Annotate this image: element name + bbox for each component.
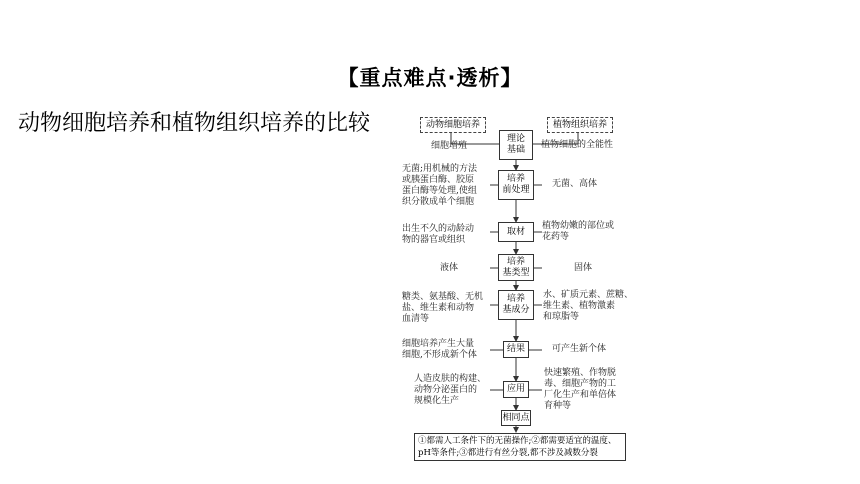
center-box-application: 应用 [503, 381, 529, 398]
left-text-pretreatment: 无菌;用机械的方法 或胰蛋白酶、胶原 蛋白酶等处理,使组 织分散成单个细胞 [402, 164, 478, 207]
same-point-box: 相同点 [501, 410, 531, 426]
center-box-medium-type: 培养 基类型 [498, 254, 534, 281]
right-text-medium-composition: 水、矿质元素、蔗糖、 维生素、植物激素 和琼脂等 [543, 290, 634, 322]
right-text-material: 植物幼嫩的部位或 花药等 [542, 221, 615, 242]
right-header-box: 植物组织培养 [547, 117, 613, 133]
center-box-theory: 理论 基础 [499, 130, 533, 160]
center-box-material: 取材 [498, 222, 534, 242]
left-text-medium-composition: 糖类、氨基酸、无机 盐、维生素和动物 血清等 [402, 292, 484, 324]
right-text-medium-type: 固体 [574, 263, 593, 273]
center-box-pretreatment: 培养 前处理 [498, 170, 534, 200]
right-text-application: 快速繁殖、作物脱 毒、细胞产物的工 厂化生产和单倍体 育种等 [544, 368, 617, 411]
right-text-pretreatment: 无菌、高体 [552, 179, 598, 189]
left-text-medium-type: 液体 [440, 263, 459, 273]
left-text-theory: 细胞增殖 [431, 141, 468, 151]
left-text-application: 人造皮肤的构建、 动物分泌蛋白的 规模化生产 [414, 374, 487, 406]
left-text-material: 出生不久的动龄动 物的器官或组织 [402, 224, 475, 245]
summary-box: ①都需人工条件下的无菌操作;②都需要适宜的温度、 pH等条件;③都进行有丝分裂,都不涉及减数分裂 [414, 433, 626, 461]
right-text-result: 可产生新个体 [552, 344, 607, 354]
left-text-result: 细胞培养产生大量 细胞,不形成新个体 [402, 339, 477, 360]
left-header-box: 动物细胞培养 [420, 117, 486, 133]
center-box-medium-composition: 培养 基成分 [498, 290, 534, 320]
right-text-theory: 植物细胞的全能性 [541, 140, 614, 150]
page-subtitle: 动物细胞培养和植物组织培养的比较 [18, 111, 371, 136]
center-box-result: 结果 [503, 341, 529, 358]
page-title: 【重点难点·透析】 [337, 66, 523, 90]
